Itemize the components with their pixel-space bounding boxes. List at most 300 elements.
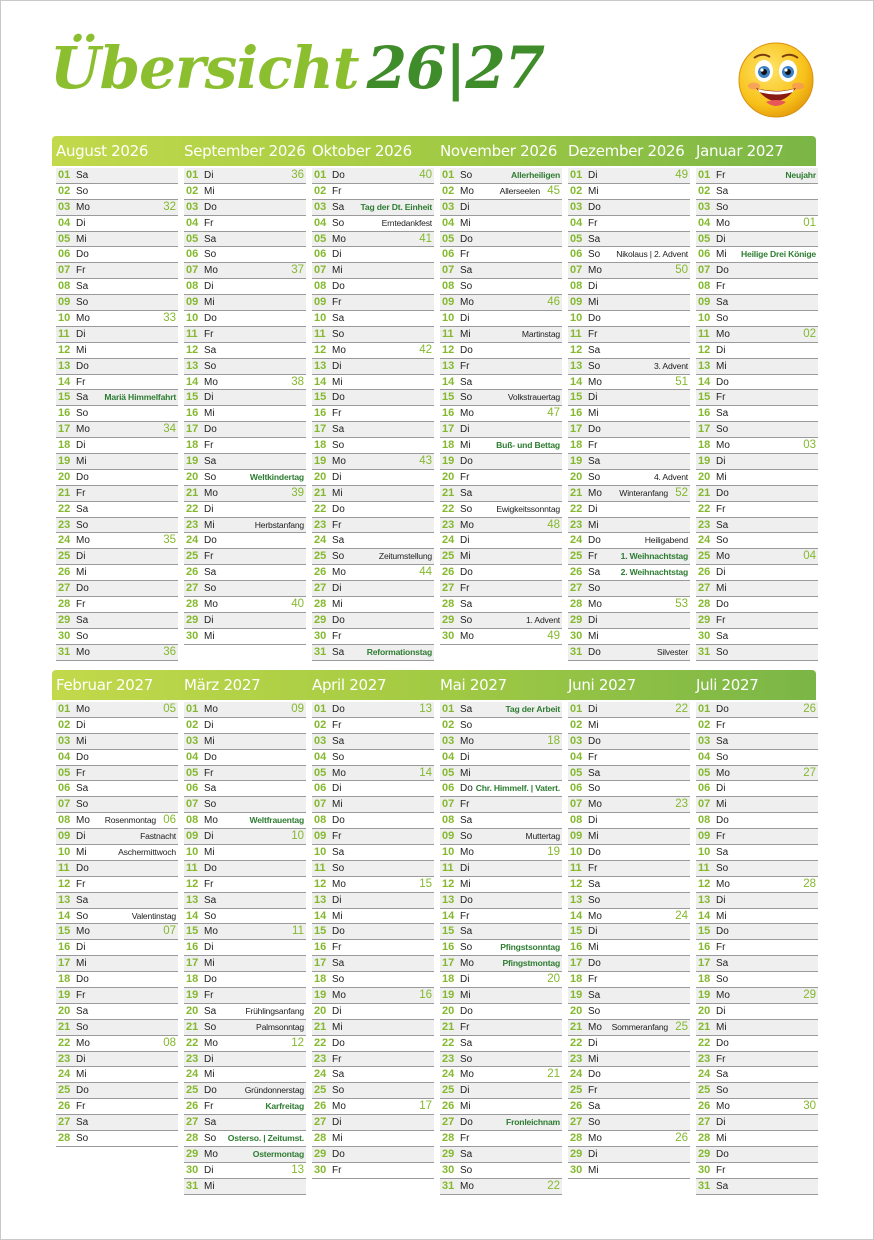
- day-number: 04: [442, 750, 455, 763]
- day-row: [696, 263, 818, 279]
- day-row: [568, 1052, 690, 1068]
- day-row: [184, 1004, 306, 1020]
- day-number: 21: [186, 486, 199, 499]
- event-label: Neujahr: [785, 170, 816, 180]
- weekday: Mo: [460, 847, 474, 859]
- weekday: Sa: [76, 783, 89, 795]
- day-number: 10: [570, 846, 583, 859]
- event-label: Mariä Himmelfahrt: [104, 392, 176, 403]
- day-number: 25: [314, 1084, 327, 1097]
- weekday: Mo: [332, 990, 346, 1002]
- day-number: 04: [186, 750, 199, 763]
- weekday: Do: [460, 1005, 473, 1017]
- day-number: 20: [442, 1004, 455, 1017]
- weekday: Fr: [460, 471, 470, 483]
- day-number: 18: [314, 973, 327, 986]
- day-number: 03: [442, 200, 455, 213]
- weekday: Do: [588, 735, 601, 747]
- day-number: 01: [570, 703, 583, 715]
- day-row: [56, 940, 178, 956]
- weekday: Di: [588, 1148, 598, 1160]
- day-number: 31: [698, 1179, 711, 1192]
- day-number: 01: [570, 169, 583, 181]
- day-row: [696, 549, 818, 565]
- weekday: Mi: [716, 1133, 727, 1145]
- day-row: [440, 232, 562, 248]
- day-row: [312, 565, 434, 581]
- weekday: Mo: [460, 958, 474, 970]
- week-number: 11: [292, 925, 304, 938]
- day-number: 28: [698, 598, 711, 611]
- day-row: [56, 845, 178, 861]
- day-number: 08: [58, 814, 71, 827]
- day-number: 07: [186, 798, 199, 811]
- day-number: 23: [186, 1052, 199, 1065]
- day-row: [184, 422, 306, 438]
- day-number: 29: [698, 1147, 711, 1160]
- weekday: So: [76, 408, 89, 420]
- weekday: Mo: [460, 185, 474, 197]
- day-number: 27: [570, 1116, 583, 1129]
- weekday: Fr: [460, 249, 470, 261]
- day-number: 17: [570, 423, 583, 436]
- week-number: 21: [547, 1068, 560, 1081]
- day-number: 05: [570, 232, 583, 245]
- day-number: 11: [570, 861, 582, 874]
- weekday: Mi: [332, 1021, 343, 1033]
- day-number: 21: [442, 1020, 455, 1033]
- weekday: Di: [588, 503, 598, 515]
- day-number: 28: [186, 598, 199, 611]
- weekday: Do: [76, 360, 89, 372]
- weekday: Sa: [716, 958, 729, 970]
- day-number: 05: [58, 232, 71, 245]
- day-number: 12: [186, 877, 199, 890]
- day-number: 23: [698, 1052, 711, 1065]
- day-row: [696, 295, 818, 311]
- weekday: Do: [204, 751, 217, 763]
- day-number: 23: [58, 518, 71, 531]
- day-row: [696, 829, 818, 845]
- day-number: 22: [698, 502, 711, 515]
- weekday: Sa: [204, 344, 217, 356]
- day-row: [696, 597, 818, 613]
- weekday: Di: [716, 1005, 726, 1017]
- weekday: So: [716, 1085, 729, 1097]
- event-label: Zeitumstellung: [378, 551, 432, 562]
- day-row: [440, 279, 562, 295]
- day-row: [312, 629, 434, 645]
- month-column: [568, 702, 690, 1179]
- day-number: 12: [314, 343, 327, 356]
- day-row: [440, 988, 562, 1004]
- day-row: [696, 629, 818, 645]
- day-number: 15: [698, 391, 711, 404]
- day-row: [312, 327, 434, 343]
- day-row: [568, 940, 690, 956]
- weekday: Do: [204, 313, 217, 325]
- day-row: [696, 232, 818, 248]
- weekday: Sa: [716, 519, 729, 531]
- day-number: 10: [698, 312, 711, 325]
- day-number: 16: [570, 407, 583, 420]
- weekday: Di: [588, 614, 598, 626]
- day-row: [312, 893, 434, 909]
- weekday: So: [588, 360, 601, 372]
- week-number: 09: [291, 703, 304, 715]
- day-row: [696, 247, 818, 263]
- day-number: 27: [186, 1116, 199, 1129]
- day-row: [568, 613, 690, 629]
- day-number: 04: [58, 750, 71, 763]
- day-number: 13: [698, 893, 711, 906]
- weekday: Do: [332, 1037, 345, 1049]
- weekday: Fr: [332, 719, 342, 731]
- weekday: Fr: [204, 328, 214, 340]
- day-number: 16: [698, 407, 711, 420]
- weekday: Do: [204, 974, 217, 986]
- day-number: 08: [570, 814, 583, 827]
- weekday: Mo: [588, 1021, 602, 1033]
- day-row: [184, 797, 306, 813]
- weekday: Fr: [716, 392, 726, 404]
- day-number: 02: [58, 718, 71, 731]
- week-number: 01: [803, 216, 816, 229]
- day-number: 29: [186, 613, 199, 626]
- month-column: [312, 168, 434, 661]
- day-row: [568, 1004, 690, 1020]
- day-number: 22: [442, 1036, 455, 1049]
- day-number: 28: [58, 598, 71, 611]
- day-row: [312, 1083, 434, 1099]
- day-row: [568, 702, 690, 718]
- day-number: 15: [570, 925, 583, 938]
- day-row: [56, 1115, 178, 1131]
- day-number: 28: [314, 1132, 327, 1145]
- day-row: [568, 581, 690, 597]
- day-number: 30: [186, 1163, 199, 1176]
- weekday: Di: [716, 894, 726, 906]
- weekday: So: [716, 751, 729, 763]
- day-number: 26: [58, 1100, 71, 1113]
- day-row: [696, 1099, 818, 1115]
- day-row: [696, 781, 818, 797]
- day-row: [440, 1147, 562, 1163]
- day-row: [56, 813, 178, 829]
- day-number: 15: [698, 925, 711, 938]
- weekday: So: [716, 862, 729, 874]
- day-row: [440, 565, 562, 581]
- day-number: 11: [698, 327, 710, 340]
- weekday: Mi: [204, 958, 215, 970]
- day-row: [440, 781, 562, 797]
- weekday: Do: [588, 424, 601, 436]
- weekday: Sa: [332, 847, 345, 859]
- weekday: Sa: [588, 767, 601, 779]
- weekday: Di: [332, 1117, 342, 1129]
- day-row: [184, 718, 306, 734]
- day-number: 05: [186, 766, 199, 779]
- day-row: [184, 502, 306, 518]
- day-number: 06: [570, 782, 583, 795]
- weekday: So: [332, 974, 345, 986]
- day-number: 16: [314, 407, 327, 420]
- day-number: 25: [186, 550, 199, 563]
- weekday: Mo: [716, 990, 730, 1002]
- day-number: 07: [570, 264, 583, 277]
- weekday: Di: [332, 471, 342, 483]
- day-number: 30: [314, 1163, 327, 1176]
- day-number: 05: [314, 232, 327, 245]
- day-number: 11: [186, 861, 198, 874]
- day-number: 06: [58, 248, 71, 261]
- day-number: 03: [58, 734, 71, 747]
- weekday: Fr: [460, 583, 470, 595]
- day-number: 07: [58, 798, 71, 811]
- weekday: Mo: [76, 926, 90, 938]
- weekday: Fr: [460, 1021, 470, 1033]
- week-number: 43: [419, 455, 432, 468]
- weekday: Mi: [588, 1053, 599, 1065]
- day-number: 31: [698, 645, 711, 658]
- weekday: Do: [204, 535, 217, 547]
- weekday: Mi: [716, 1021, 727, 1033]
- week-number: 26: [675, 1132, 688, 1145]
- event-label: Herbstanfang: [254, 519, 304, 530]
- event-label: Weltfrauentag: [249, 815, 304, 826]
- weekday: Fr: [716, 614, 726, 626]
- day-number: 29: [570, 1147, 583, 1160]
- day-row: [56, 359, 178, 375]
- day-row: [184, 406, 306, 422]
- weekday: Di: [460, 201, 470, 213]
- day-number: 22: [314, 1036, 327, 1049]
- event-label: Chr. Himmelf. | Vatert.: [475, 783, 560, 794]
- day-row: [440, 1179, 562, 1195]
- week-number: 34: [163, 423, 176, 436]
- weekday: Fr: [588, 751, 598, 763]
- day-number: 05: [442, 766, 455, 779]
- day-number: 26: [314, 1100, 327, 1113]
- day-number: 26: [570, 1100, 583, 1113]
- day-number: 27: [570, 582, 583, 595]
- event-label: Tag der Arbeit: [505, 704, 560, 714]
- day-row: [56, 581, 178, 597]
- day-number: 24: [186, 534, 199, 547]
- weekday: Fr: [588, 974, 598, 986]
- weekday: Mo: [716, 551, 730, 563]
- weekday: Sa: [332, 735, 345, 747]
- day-number: 12: [58, 877, 71, 890]
- day-number: 13: [314, 359, 327, 372]
- month-header: Dezember 2026: [568, 142, 685, 160]
- weekday: Sa: [76, 614, 89, 626]
- weekday: Do: [76, 862, 89, 874]
- event-label: 2. Weihnachtstag: [620, 567, 688, 578]
- day-row: [312, 279, 434, 295]
- weekday: So: [76, 630, 89, 642]
- day-row: [56, 375, 178, 391]
- event-label: Reformationstag: [366, 646, 432, 657]
- weekday: So: [204, 1021, 217, 1033]
- weekday: Di: [204, 1164, 214, 1176]
- day-number: 16: [58, 941, 71, 954]
- day-row: [312, 470, 434, 486]
- day-row: [184, 359, 306, 375]
- day-number: 22: [186, 1036, 199, 1049]
- weekday: Fr: [204, 878, 214, 890]
- day-row: [696, 750, 818, 766]
- weekday: Sa: [332, 201, 345, 213]
- weekday: Do: [76, 583, 89, 595]
- day-number: 06: [314, 782, 327, 795]
- weekday: Do: [716, 376, 729, 388]
- day-row: [184, 956, 306, 972]
- day-row: [312, 311, 434, 327]
- day-row: [568, 766, 690, 782]
- day-number: 20: [58, 1004, 71, 1017]
- day-number: 28: [698, 1132, 711, 1145]
- weekday: So: [460, 392, 473, 404]
- weekday: Sa: [332, 1069, 345, 1081]
- weekday: Mi: [332, 1133, 343, 1145]
- weekday: So: [76, 1021, 89, 1033]
- weekday: Mi: [332, 487, 343, 499]
- weekday: Do: [460, 344, 473, 356]
- month-header: Juni 2027: [568, 676, 636, 694]
- weekday: Mi: [716, 249, 727, 261]
- day-row: [184, 750, 306, 766]
- day-number: 27: [698, 582, 711, 595]
- weekday: Mi: [76, 958, 87, 970]
- weekday: Fr: [204, 990, 214, 1002]
- day-number: 17: [442, 957, 455, 970]
- day-row: [184, 781, 306, 797]
- weekday: Do: [716, 704, 729, 715]
- day-row: [440, 359, 562, 375]
- day-row: [312, 861, 434, 877]
- week-number: 17: [419, 1100, 432, 1113]
- day-number: 28: [314, 598, 327, 611]
- weekday: Fr: [588, 1085, 598, 1097]
- day-row: [568, 1147, 690, 1163]
- day-number: 03: [570, 734, 583, 747]
- day-number: 01: [698, 169, 711, 181]
- weekday: Mo: [588, 487, 602, 499]
- day-row: [184, 1147, 306, 1163]
- day-row: [568, 168, 690, 184]
- day-row: [696, 168, 818, 184]
- day-number: 03: [698, 734, 711, 747]
- day-row: [440, 200, 562, 216]
- weekday: Fr: [204, 1101, 214, 1113]
- weekday: So: [204, 471, 217, 483]
- day-number: 04: [698, 750, 711, 763]
- weekday: Fr: [332, 297, 342, 309]
- day-row: [312, 766, 434, 782]
- day-number: 13: [570, 893, 583, 906]
- weekday: Do: [76, 751, 89, 763]
- weekday: Sa: [588, 233, 601, 245]
- day-row: [440, 813, 562, 829]
- day-number: 19: [570, 455, 583, 468]
- day-row: [568, 375, 690, 391]
- weekday: Sa: [204, 1117, 217, 1129]
- day-row: [184, 1179, 306, 1195]
- week-number: 40: [291, 598, 304, 611]
- weekday: Sa: [332, 535, 345, 547]
- day-number: 02: [698, 718, 711, 731]
- day-number: 21: [314, 486, 327, 499]
- week-number: 19: [547, 846, 560, 859]
- day-number: 13: [698, 359, 711, 372]
- week-number: 27: [803, 766, 816, 779]
- day-row: [568, 1036, 690, 1052]
- weekday: Sa: [204, 1005, 217, 1017]
- day-number: 30: [698, 629, 711, 642]
- day-row: [440, 718, 562, 734]
- day-row: [312, 184, 434, 200]
- weekday: Fr: [716, 1053, 726, 1065]
- weekday: So: [588, 1005, 601, 1017]
- week-number: 06: [163, 814, 176, 827]
- title-word: Übersicht: [50, 34, 359, 102]
- weekday: Fr: [460, 799, 470, 811]
- day-row: [312, 781, 434, 797]
- weekday: So: [716, 535, 729, 547]
- day-number: 29: [442, 1147, 455, 1160]
- day-row: [56, 343, 178, 359]
- day-number: 01: [442, 703, 455, 715]
- day-number: 10: [58, 312, 71, 325]
- weekday: Fr: [76, 767, 86, 779]
- day-row: [312, 263, 434, 279]
- day-number: 30: [186, 629, 199, 642]
- day-number: 30: [698, 1163, 711, 1176]
- weekday: Mo: [460, 1069, 474, 1081]
- event-label: Heilige Drei Könige: [741, 249, 816, 260]
- day-number: 18: [570, 439, 583, 452]
- day-row: [56, 645, 178, 661]
- day-row: [312, 247, 434, 263]
- weekday: Fr: [76, 487, 86, 499]
- weekday: Mo: [460, 630, 474, 642]
- weekday: Mo: [588, 799, 602, 811]
- day-number: 12: [698, 343, 711, 356]
- day-row: [440, 1052, 562, 1068]
- day-number: 07: [698, 798, 711, 811]
- day-row: [568, 1020, 690, 1036]
- month-header: August 2026: [56, 142, 149, 160]
- day-row: [56, 438, 178, 454]
- weekday: So: [716, 974, 729, 986]
- day-number: 24: [186, 1068, 199, 1081]
- day-row: [440, 438, 562, 454]
- event-label: 3. Advent: [653, 360, 688, 371]
- day-row: [568, 750, 690, 766]
- day-number: 16: [186, 941, 199, 954]
- day-row: [696, 893, 818, 909]
- day-number: 02: [58, 184, 71, 197]
- weekday: Mi: [588, 831, 599, 843]
- weekday: So: [76, 799, 89, 811]
- weekday: Sa: [716, 408, 729, 420]
- weekday: Mi: [716, 910, 727, 922]
- day-number: 25: [570, 1084, 583, 1097]
- weekday: Mo: [460, 297, 474, 309]
- day-number: 30: [570, 1163, 583, 1176]
- day-row: [696, 797, 818, 813]
